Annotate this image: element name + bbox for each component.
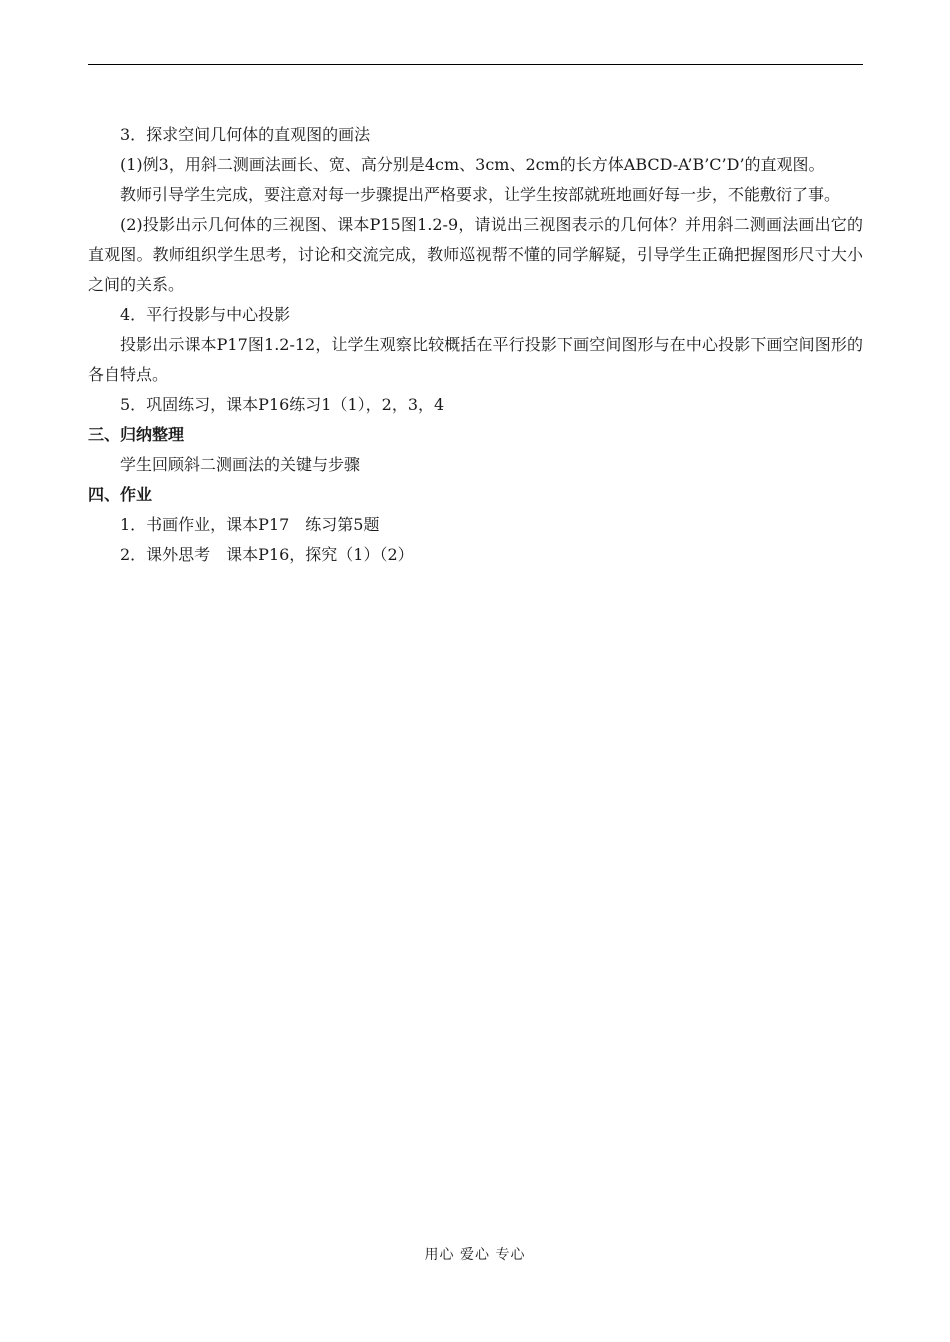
section-summary-heading: 三、归纳整理 <box>88 425 185 444</box>
homework-item-1: 1．书画作业，课本P17 练习第5题 <box>120 515 380 534</box>
summary-paragraph: 学生回顾斜二测画法的关键与步骤 <box>120 455 361 474</box>
step-3-title: 3．探求空间几何体的直观图的画法 <box>120 125 371 144</box>
step-4-title: 4．平行投影与中心投影 <box>120 305 291 324</box>
page-footer: 用心 爱心 专心 <box>424 1247 526 1263</box>
teacher-guide-paragraph: 教师引导学生完成，要注意对每一步骤提出严格要求，让学生按部就班地画好每一步，不能敷衍了事。 <box>120 185 841 204</box>
homework-item-2: 2．课外思考 课本P16，探究（1）（2） <box>120 545 414 564</box>
section-homework-heading: 四、作业 <box>88 485 153 504</box>
step-5-exercise: 5．巩固练习，课本P16练习1（1），2，3，4 <box>120 395 445 414</box>
header-rule <box>88 64 863 65</box>
projection-paragraph: 投影出示课本P17图1.2-12，让学生观察比较概括在平行投影下画空间图形与在中心投影下画空间图形的各自特点。 <box>88 335 863 384</box>
three-view-paragraph: (2)投影出示几何体的三视图、课本P15图1.2-9，请说出三视图表示的几何体？并用斜二测画法画出它的直观图。教师组织学生思考，讨论和交流完成，教师巡视帮不懂的同学解疑，引导学生正确把握图形尺寸大小之间的关系。 <box>88 215 863 294</box>
document-body <box>88 120 863 570</box>
example-3-paragraph: (1)例3，用斜二测画法画长、宽、高分别是4cm、3cm、2cm的长方体ABCD-A’B’C’D’的直观图。 <box>120 155 825 174</box>
